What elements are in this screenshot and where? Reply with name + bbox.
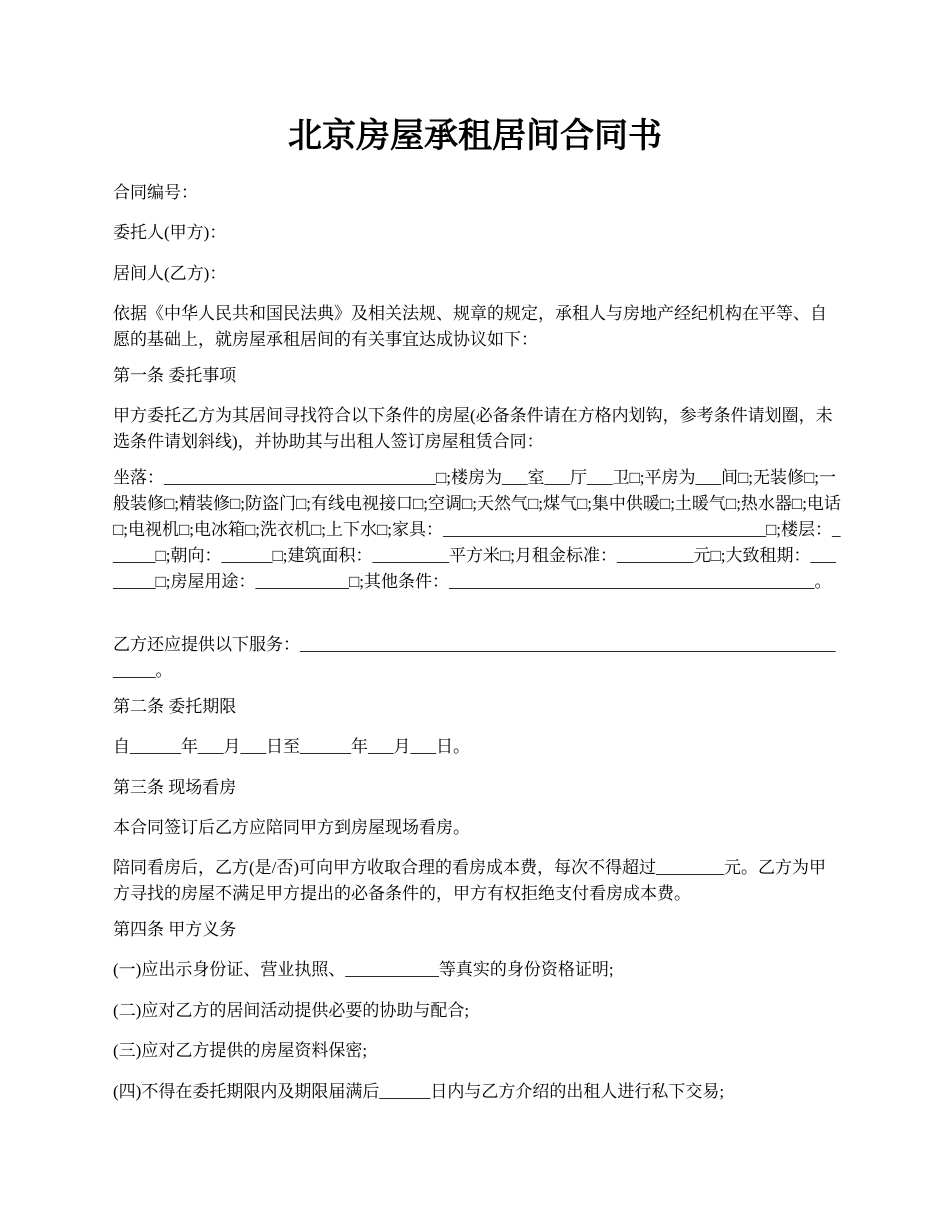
site-visit-paragraph: 本合同签订后乙方应陪同甲方到房屋现场看房。 [113, 818, 470, 837]
contract-number: 合同编号： [113, 183, 198, 202]
principal-party-a: 委托人(甲方)： [113, 223, 227, 242]
article-1-heading: 第一条 委托事项 [113, 366, 237, 385]
article-2-heading: 第二条 委托期限 [113, 697, 237, 716]
obligation-4: (四)不得在委托期限内及期限届满后______日内与乙方介绍的出租人进行私下交易; [113, 1082, 725, 1101]
article-1-intro: 甲方委托乙方为其居间寻找符合以下条件的房屋(必备条件请在方格内划钩，参考条件请划圈，未选条件请划斜线)，并协助其与出租人签订房屋租赁合同： [113, 406, 833, 451]
additional-services-paragraph: 乙方还应提供以下服务：____________________________________________________________________。 [113, 635, 836, 680]
viewing-fee-paragraph: 陪同看房后，乙方(是/否)可向甲方收取合理的看房成本费，每次不得超过________元。乙方为甲方寻找的房屋不满足甲方提出的必备条件的，甲方有权拒绝支付看房成本费。 [113, 858, 827, 903]
obligation-3: (三)应对乙方提供的房屋资料保密; [113, 1041, 368, 1060]
article-4-heading: 第四条 甲方义务 [113, 920, 237, 939]
article-3-heading: 第三条 现场看房 [113, 778, 237, 797]
document-title: 北京房屋承租居间合同书 [288, 116, 662, 156]
obligation-2: (二)应对乙方的居间活动提供必要的协助与配合; [113, 1001, 470, 1020]
entrust-period-line: 自______年___月___日至______年___月___日。 [113, 737, 470, 756]
intermediary-party-b: 居间人(乙方)： [113, 264, 227, 283]
obligation-1: (一)应出示身份证、营业执照、___________等真实的身份资格证明; [113, 960, 614, 979]
preamble-paragraph: 依据《中华人民共和国民法典》及相关法规、规章的规定，承租人与房地产经纪机构在平等、自愿的基础上，就房屋承租居间的有关事宜达成协议如下： [113, 304, 827, 349]
house-conditions-paragraph: 坐落：________________________________□;楼房为___室___厅___卫□;平房为___间□;无装修□;一般装修□;精装修□;防盗门□;有线电视接口□;空调□;天然气□;煤气□;集中供暖□;土暖气□;热水器□;电话□;电视机□;电冰箱□;洗衣机□;上下水□;家具：______________________________________□;楼层：______□;朝向：______□;建筑面积：_________平方米□;月租金标准：_________元□;大致租期：________□;房屋用途：___________□;其他条件：___________________________________________。 [113, 468, 841, 591]
